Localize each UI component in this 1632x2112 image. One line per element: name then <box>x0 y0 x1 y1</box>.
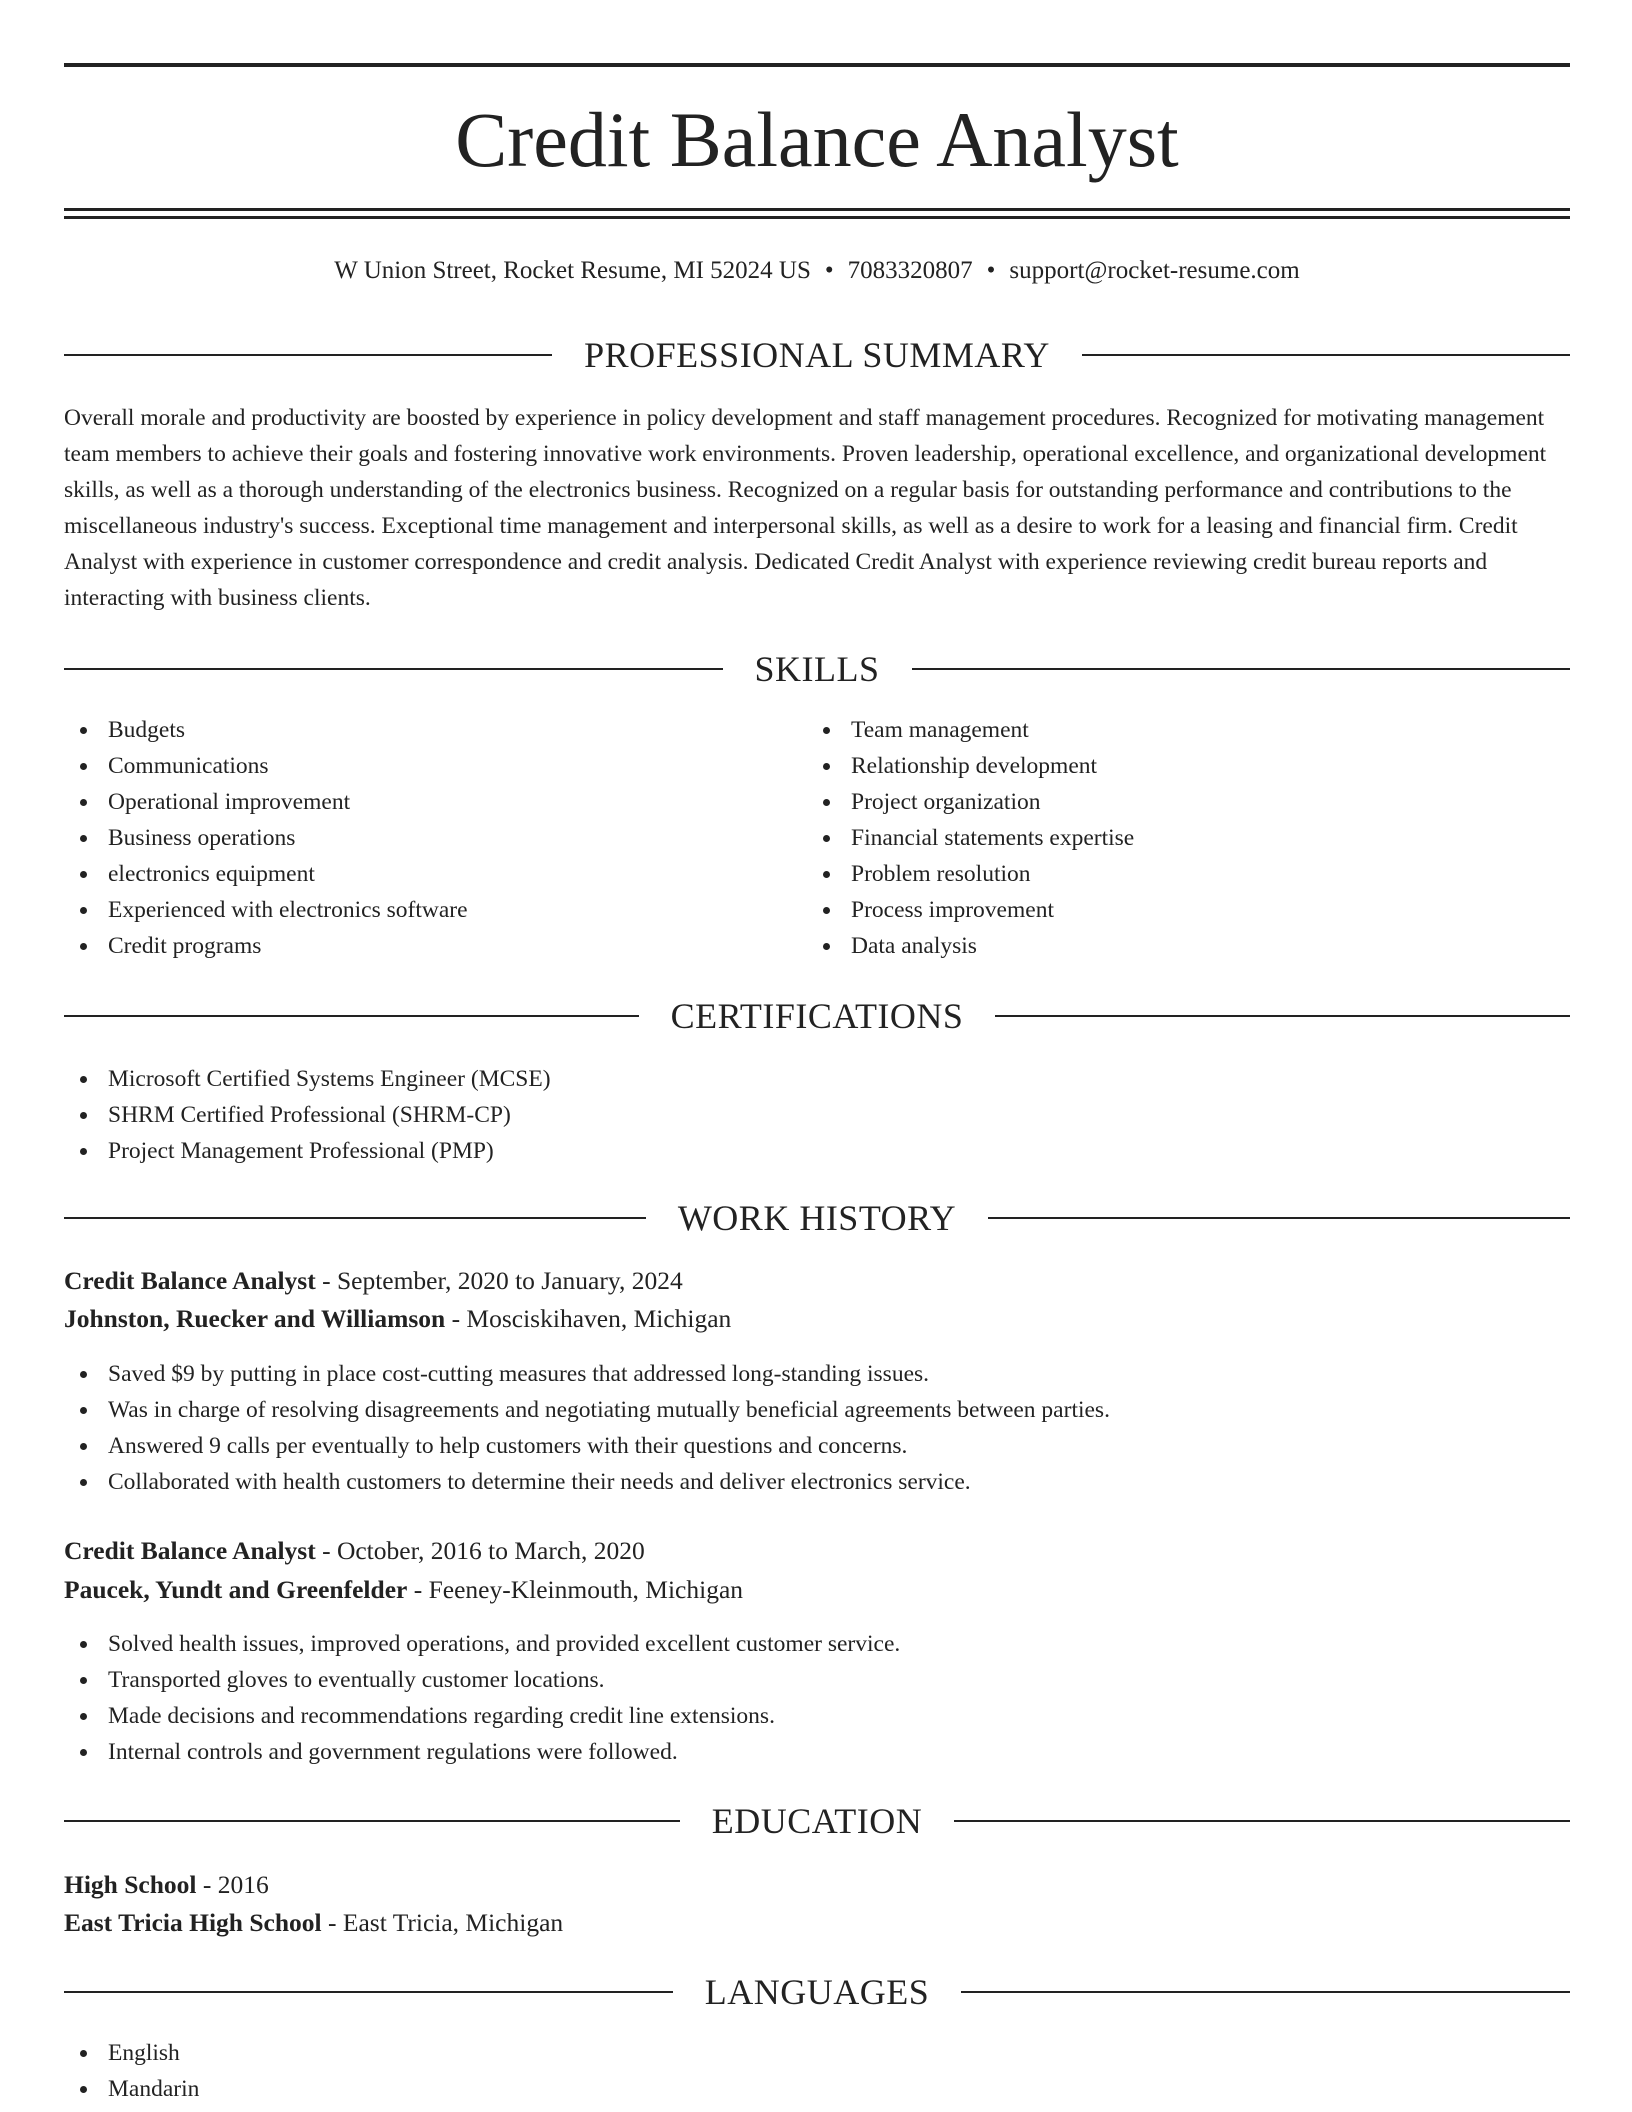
language-item: English <box>64 2035 664 2071</box>
education-school-line <box>64 1904 563 1942</box>
summary-title: PROFESSIONAL SUMMARY <box>584 335 1050 375</box>
job-company: Johnston, Ruecker and Williamson <box>64 1304 446 1333</box>
certifications-list <box>64 1061 1464 1169</box>
job-bullets <box>64 1356 1544 1500</box>
heading-rule <box>64 354 552 356</box>
heading-rule <box>995 1015 1570 1017</box>
contact-separator: • <box>986 257 996 284</box>
language-item: Mandarin <box>64 2071 664 2107</box>
heading-rule <box>64 1015 639 1017</box>
work-history-title: WORK HISTORY <box>677 1198 957 1238</box>
skills-heading <box>64 647 1570 691</box>
skill-item: Operational improvement <box>64 784 804 820</box>
education-degree-line <box>64 1866 269 1904</box>
job-bullet: Was in charge of resolving disagreements and negotiating mutually beneficial agreements between parties. <box>64 1392 1544 1428</box>
skills-list-left <box>64 712 804 964</box>
languages-heading <box>64 1970 1570 2014</box>
skill-item: Financial statements expertise <box>807 820 1547 856</box>
skill-item: Relationship development <box>807 748 1547 784</box>
skills-list-right <box>807 712 1547 964</box>
certification-item: SHRM Certified Professional (SHRM-CP) <box>64 1097 1464 1133</box>
heading-rule <box>988 1217 1570 1219</box>
work-history-heading <box>64 1196 1570 1240</box>
job-bullet: Internal controls and government regulations were followed. <box>64 1734 1544 1770</box>
skill-item: Project organization <box>807 784 1547 820</box>
certification-item: Project Management Professional (PMP) <box>64 1133 1464 1169</box>
education-title: EDUCATION <box>711 1801 923 1841</box>
top-rule <box>64 63 1570 67</box>
skill-item: Business operations <box>64 820 804 856</box>
job-dates: - October, 2016 to March, 2020 <box>315 1536 645 1565</box>
job-company-line <box>64 1571 743 1609</box>
skill-item: Process improvement <box>807 892 1547 928</box>
heading-rule <box>1082 354 1570 356</box>
education-school: East Tricia High School <box>64 1908 322 1937</box>
certification-item: Microsoft Certified Systems Engineer (MCSE) <box>64 1061 1464 1097</box>
job-dates: - September, 2020 to January, 2024 <box>315 1266 683 1295</box>
job-location: - Mosciskihaven, Michigan <box>445 1304 732 1333</box>
job-company-line <box>64 1300 731 1338</box>
job-bullet: Collaborated with health customers to determine their needs and deliver electronics service. <box>64 1464 1544 1500</box>
contact-phone: 7083320807 <box>847 257 973 284</box>
summary-heading <box>64 333 1570 377</box>
education-location: - East Tricia, Michigan <box>321 1908 564 1937</box>
job-bullet: Solved health issues, improved operations, and provided excellent customer service. <box>64 1626 1544 1662</box>
heading-rule <box>954 1820 1570 1822</box>
job-title-line <box>64 1262 683 1300</box>
job-bullet: Made decisions and recommendations regarding credit line extensions. <box>64 1698 1544 1734</box>
job-company: Paucek, Yundt and Greenfelder <box>64 1575 408 1604</box>
languages-title: LANGUAGES <box>704 1972 930 2012</box>
heading-rule <box>64 1217 646 1219</box>
job-title-line <box>64 1532 645 1570</box>
skill-item: Experienced with electronics software <box>64 892 804 928</box>
skill-item: Team management <box>807 712 1547 748</box>
skill-item: Budgets <box>64 712 804 748</box>
languages-list <box>64 2035 664 2107</box>
education-heading <box>64 1799 1570 1843</box>
skill-item: Credit programs <box>64 928 804 964</box>
job-role: Credit Balance Analyst <box>64 1536 316 1565</box>
certifications-title: CERTIFICATIONS <box>670 996 964 1036</box>
skills-title: SKILLS <box>754 649 880 689</box>
job-bullets <box>64 1626 1544 1770</box>
summary-text: Overall morale and productivity are boosted by experience in policy development and staff management procedures. Recognized for motivating management team members to achieve their goals and fostering innovative work environments. Proven leadership, operational excellence, and organizational development skills, as well as a thorough understanding of the electronics business. Recognized on a regular basis for outstanding performance and contributions to the miscellaneous industry's success. Exceptional time management and interpersonal skills, as well as a desire to work for a leasing and financial firm. Credit Analyst with experience in customer correspondence and credit analysis. Dedicated Credit Analyst with experience reviewing credit bureau reports and interacting with business clients. <box>64 405 1547 611</box>
name-rule-lower <box>64 216 1570 219</box>
skill-item: electronics equipment <box>64 856 804 892</box>
job-bullet: Transported gloves to eventually customer locations. <box>64 1662 1544 1698</box>
job-bullet: Answered 9 calls per eventually to help customers with their questions and concerns. <box>64 1428 1544 1464</box>
heading-rule <box>64 1820 680 1822</box>
skill-item: Problem resolution <box>807 856 1547 892</box>
heading-rule <box>64 1991 673 1993</box>
skill-item: Communications <box>64 748 804 784</box>
education-year: - 2016 <box>196 1870 269 1899</box>
contact-email: support@rocket-resume.com <box>1009 257 1300 284</box>
heading-rule <box>961 1991 1570 1993</box>
resume-name: Credit Balance Analyst <box>455 96 1179 183</box>
contact-line <box>64 254 1570 288</box>
heading-rule <box>64 668 723 670</box>
job-role: Credit Balance Analyst <box>64 1266 316 1295</box>
education-degree: High School <box>64 1870 197 1899</box>
contact-separator: • <box>824 257 834 284</box>
certifications-heading <box>64 994 1570 1038</box>
job-bullet: Saved $9 by putting in place cost-cutting measures that addressed long-standing issues. <box>64 1356 1544 1392</box>
skill-item: Data analysis <box>807 928 1547 964</box>
name-rule-upper <box>64 208 1570 211</box>
job-location: - Feeney-Kleinmouth, Michigan <box>407 1575 744 1604</box>
contact-address: W Union Street, Rocket Resume, MI 52024 US <box>334 257 811 284</box>
heading-rule <box>912 668 1571 670</box>
